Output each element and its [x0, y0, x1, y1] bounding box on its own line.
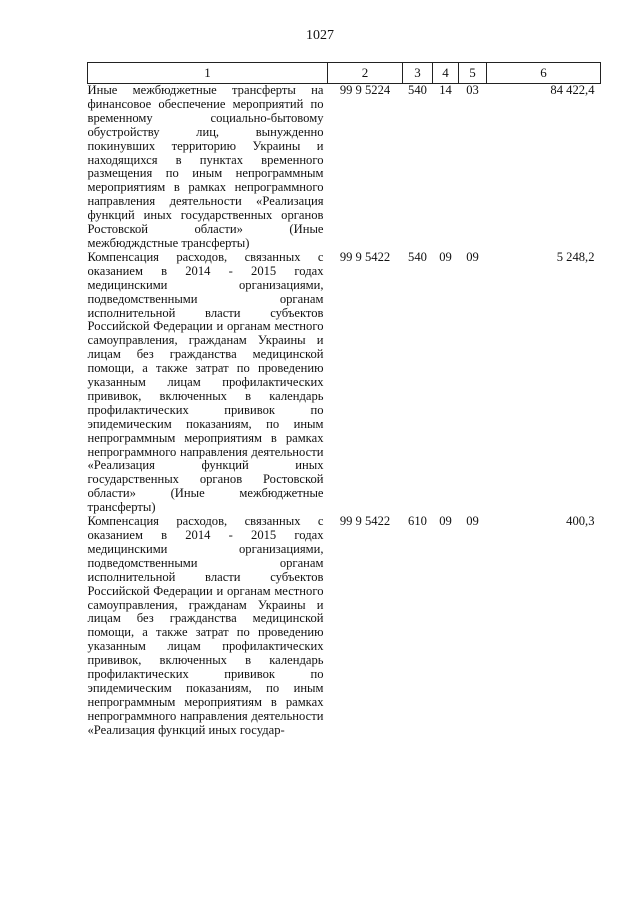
row-description: Иные межбюджетные трансферты на финансовое обеспечение мероприятий по временному социально-бытовому обустройству лиц, вынужденно покинувших территорию Украины и находящихся в пунктах временного размещения по иным непрограммным мероприятиям в рамках непрограммного направления деятельности «Реализация функций иных государственных органов Ростовской области» (Иные межбюдждстные трансферты) — [87, 83, 324, 250]
row-description: Компенсация расходов, связанных с оказанием в 2014 - 2015 годах медицинскими организациями, подведомственными органам исполнительной власти субъектов Российской Федерации и органам местного самоуправления, гражданам Украины и лицам без гражданства медицинской помощи, а также затрат по проведению указанным лицам профилактических прививок, включенных в календарь профилактических прививок по эпидемическим показаниям, по иным непрограммным мероприятиям в рамках непрограммного направления деятельности «Реализация функций иных государ- — [87, 514, 324, 737]
header-col-6: 6 — [487, 63, 601, 84]
row-amount: 400,3 — [566, 514, 595, 529]
table-row — [88, 251, 601, 515]
row-target-code: 99 9 5422 — [339, 514, 391, 529]
row-section: 14 — [439, 83, 452, 97]
row-expense-type: 540 — [408, 83, 427, 97]
row-amount: 84 422,4 — [550, 83, 595, 97]
header-col-1: 1 — [88, 63, 328, 84]
row-subsection: 03 — [466, 83, 479, 97]
row-section: 09 — [439, 514, 452, 529]
budget-table — [87, 62, 601, 738]
row-description: Компенсация расходов, связанных с оказанием в 2014 - 2015 годах медицинскими организациями, подведомственными органам исполнительной власти субъектов Российской Федерации и органам местного самоуправления, гражданам Украины и лицам без гражданства медицинской помощи, а также затрат по проведению указанным лицам профилактических прививок, включенных в календарь профилактических прививок по эпидемическим показаниям, по иным непрограммным мероприятиям в рамках непрограммного направления деятельности «Реализация функций иных государственных органов Ростовской области» (Иные межбюджетные трансферты) — [87, 249, 324, 515]
row-target-code: 99 9 5422 — [339, 249, 391, 264]
table-row — [88, 84, 601, 251]
header-col-4: 4 — [433, 63, 459, 84]
header-col-3: 3 — [403, 63, 433, 84]
row-expense-type: 610 — [408, 514, 427, 529]
row-subsection: 09 — [466, 249, 479, 264]
header-col-5: 5 — [459, 63, 487, 84]
header-col-2: 2 — [328, 63, 403, 84]
row-expense-type: 540 — [408, 249, 427, 264]
row-amount: 5 248,2 — [556, 249, 595, 264]
row-subsection: 09 — [466, 514, 479, 529]
page-number: 1027 — [306, 28, 334, 43]
row-section: 09 — [439, 249, 452, 264]
table-header — [88, 63, 601, 84]
table-row — [88, 515, 601, 738]
row-target-code: 99 9 5224 — [339, 83, 391, 97]
